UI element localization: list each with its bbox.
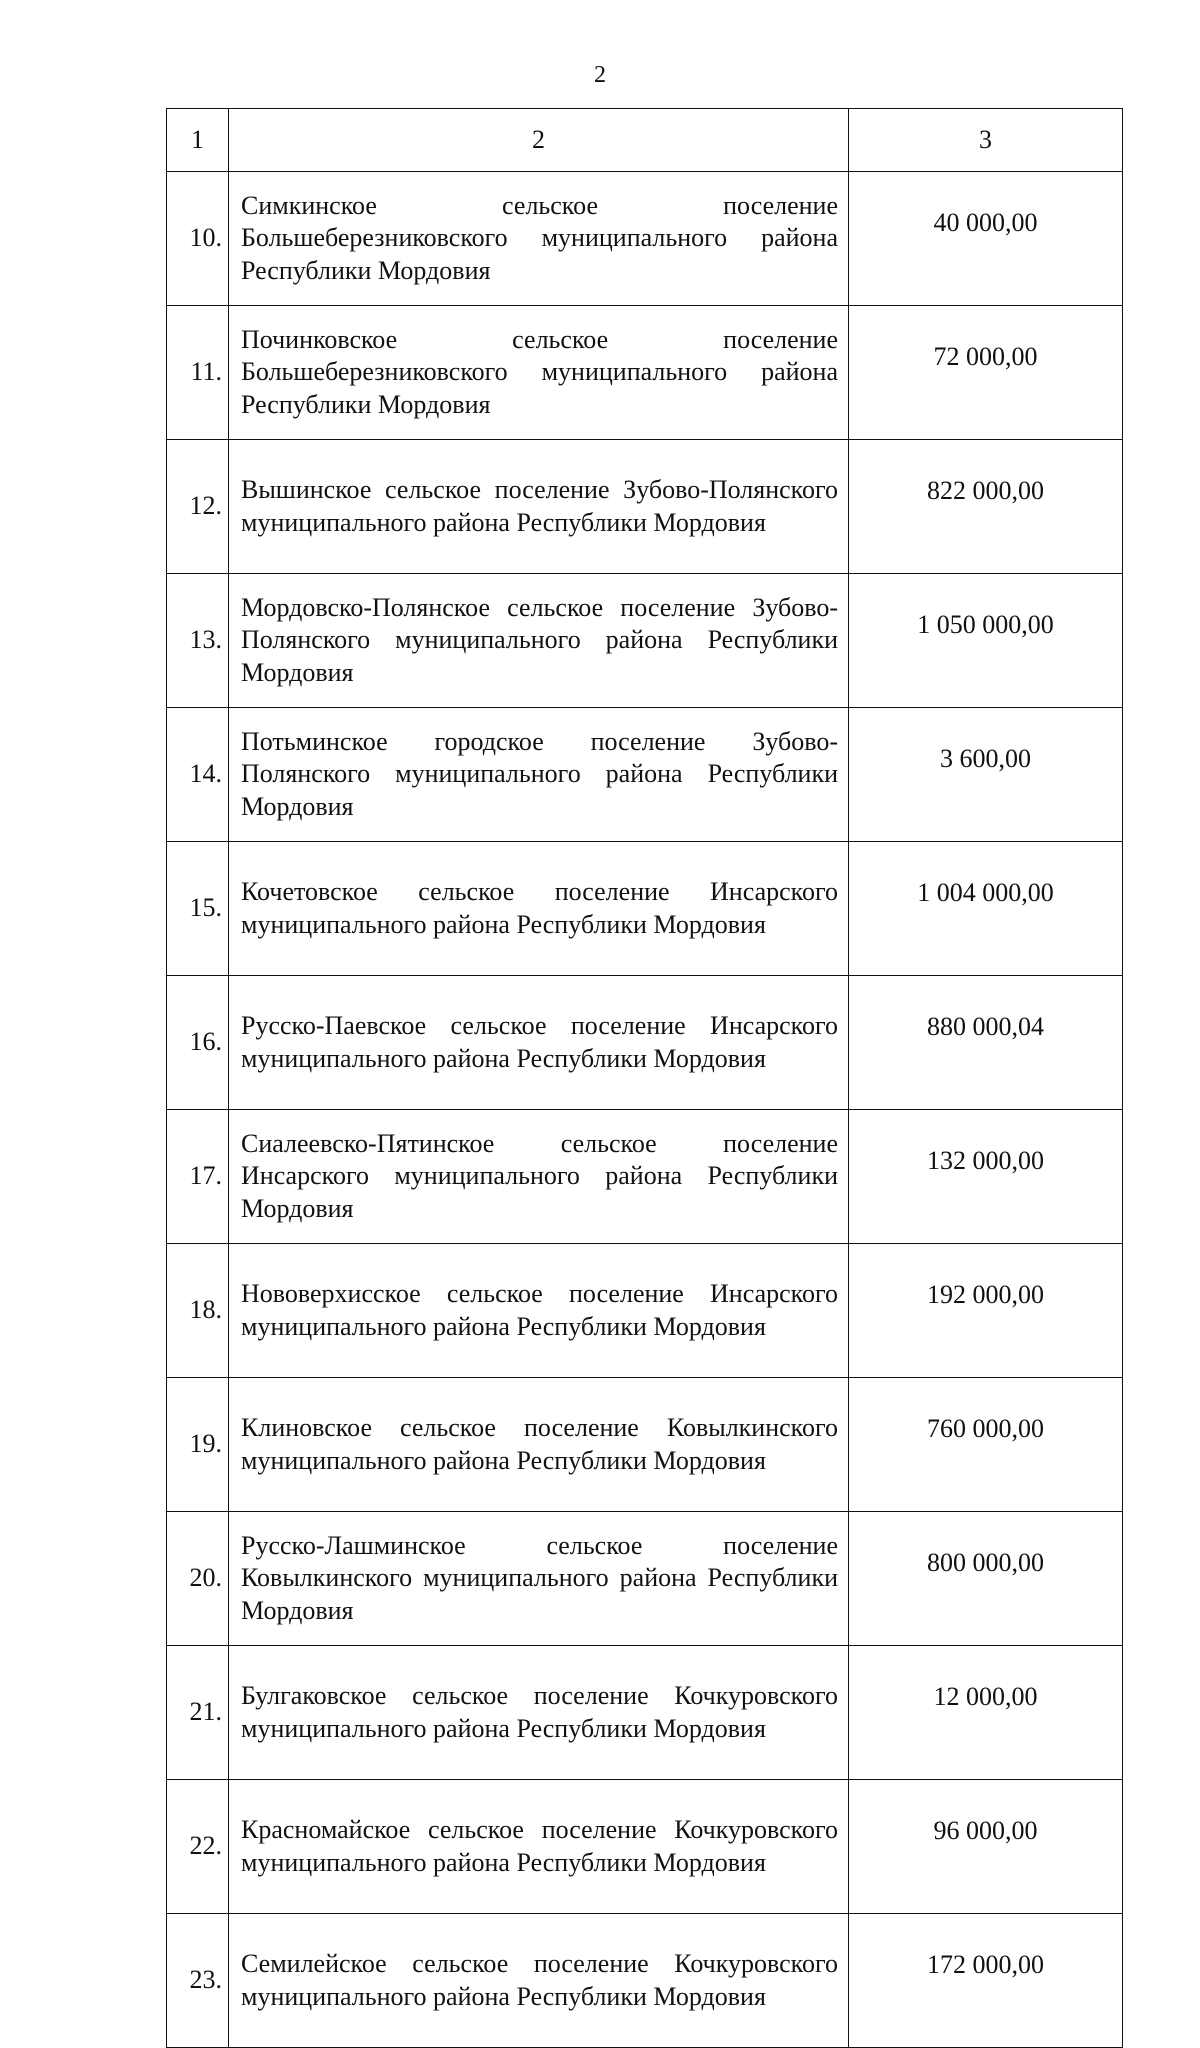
amount-value: 40 000,00 bbox=[849, 172, 1123, 306]
table-row bbox=[167, 440, 1123, 574]
amount-value: 72 000,00 bbox=[849, 306, 1123, 440]
settlement-name: Симкинское сельское поселение Большеберезниковского муниципального района Республики Мордовия bbox=[229, 172, 849, 306]
table-header-row bbox=[167, 109, 1123, 172]
column-header-settlement: 2 bbox=[229, 109, 849, 172]
amount-value: 132 000,00 bbox=[849, 1110, 1123, 1244]
row-number: 19. bbox=[167, 1378, 229, 1512]
amount-value: 760 000,00 bbox=[849, 1378, 1123, 1512]
table-row bbox=[167, 842, 1123, 976]
amount-value: 172 000,00 bbox=[849, 1914, 1123, 2048]
row-number: 22. bbox=[167, 1780, 229, 1914]
amount-value: 800 000,00 bbox=[849, 1512, 1123, 1646]
table-row bbox=[167, 172, 1123, 306]
settlement-name: Русско-Паевское сельское поселение Инсарского муниципального района Республики Мордовия bbox=[229, 976, 849, 1110]
row-number: 10. bbox=[167, 172, 229, 306]
row-number: 20. bbox=[167, 1512, 229, 1646]
allocation-table bbox=[166, 108, 1123, 2048]
column-header-number: 1 bbox=[167, 109, 229, 172]
settlement-name: Нововерхисское сельское поселение Инсарского муниципального района Республики Мордовия bbox=[229, 1244, 849, 1378]
amount-value: 3 600,00 bbox=[849, 708, 1123, 842]
table-row bbox=[167, 574, 1123, 708]
settlement-name: Семилейское сельское поселение Кочкуровского муниципального района Республики Мордовия bbox=[229, 1914, 849, 2048]
table-row bbox=[167, 708, 1123, 842]
table-row bbox=[167, 306, 1123, 440]
table-row bbox=[167, 1512, 1123, 1646]
row-number: 15. bbox=[167, 842, 229, 976]
settlement-name: Вышинское сельское поселение Зубово-Полянского муниципального района Республики Мордовия bbox=[229, 440, 849, 574]
table-row bbox=[167, 1646, 1123, 1780]
row-number: 11. bbox=[167, 306, 229, 440]
amount-value: 822 000,00 bbox=[849, 440, 1123, 574]
settlement-name: Клиновское сельское поселение Ковылкинского муниципального района Республики Мордовия bbox=[229, 1378, 849, 1512]
settlement-name: Потьминское городское поселение Зубово-Полянского муниципального района Республики Мордовия bbox=[229, 708, 849, 842]
amount-value: 96 000,00 bbox=[849, 1780, 1123, 1914]
row-number: 13. bbox=[167, 574, 229, 708]
amount-value: 880 000,04 bbox=[849, 976, 1123, 1110]
row-number: 23. bbox=[167, 1914, 229, 2048]
settlement-name: Кочетовское сельское поселение Инсарского муниципального района Республики Мордовия bbox=[229, 842, 849, 976]
column-header-amount: 3 bbox=[849, 109, 1123, 172]
table-row bbox=[167, 1780, 1123, 1914]
amount-value: 1 004 000,00 bbox=[849, 842, 1123, 976]
table-row bbox=[167, 976, 1123, 1110]
settlement-name: Починковское сельское поселение Большеберезниковского муниципального района Республики Мордовия bbox=[229, 306, 849, 440]
page-number: 2 bbox=[594, 62, 606, 88]
amount-value: 12 000,00 bbox=[849, 1646, 1123, 1780]
row-number: 21. bbox=[167, 1646, 229, 1780]
settlement-name: Русско-Лашминское сельское поселение Ковылкинского муниципального района Республики Мордовия bbox=[229, 1512, 849, 1646]
table-row bbox=[167, 1110, 1123, 1244]
table-row bbox=[167, 1914, 1123, 2048]
settlement-name: Красномайское сельское поселение Кочкуровского муниципального района Республики Мордовия bbox=[229, 1780, 849, 1914]
row-number: 14. bbox=[167, 708, 229, 842]
settlement-name: Сиалеевско-Пятинское сельское поселение Инсарского муниципального района Республики Мордовия bbox=[229, 1110, 849, 1244]
settlement-name: Мордовско-Полянское сельское поселение Зубово-Полянского муниципального района Республики Мордовия bbox=[229, 574, 849, 708]
row-number: 12. bbox=[167, 440, 229, 574]
amount-value: 1 050 000,00 bbox=[849, 574, 1123, 708]
row-number: 18. bbox=[167, 1244, 229, 1378]
table-row bbox=[167, 1244, 1123, 1378]
settlement-name: Булгаковское сельское поселение Кочкуровского муниципального района Республики Мордовия bbox=[229, 1646, 849, 1780]
amount-value: 192 000,00 bbox=[849, 1244, 1123, 1378]
row-number: 16. bbox=[167, 976, 229, 1110]
row-number: 17. bbox=[167, 1110, 229, 1244]
table-row bbox=[167, 1378, 1123, 1512]
